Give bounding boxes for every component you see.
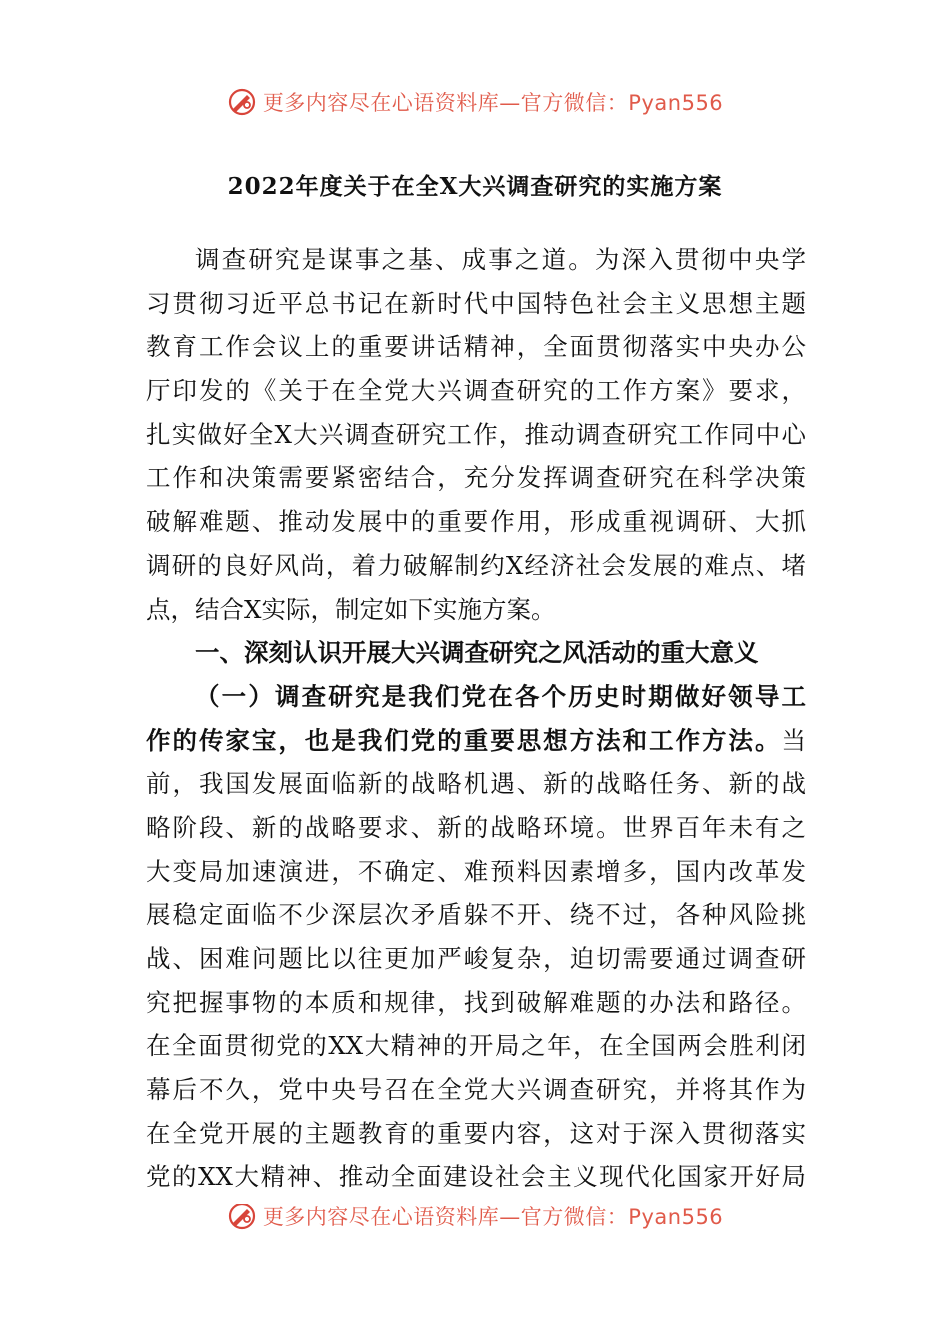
header-watermark-banner [0, 82, 950, 122]
paragraph-line: 在全面贯彻党的XX大精神的开局之年，在全国两会胜利闭 [146, 1031, 806, 1061]
document-title: 2022年度关于在全X大兴调查研究的实施方案 [227, 173, 723, 200]
paragraph-line: 点，结合X实际，制定如下实施方案。 [146, 594, 556, 624]
subsection-heading-line-mixed [146, 719, 806, 763]
pen-seal-icon [227, 1204, 257, 1231]
paragraph-line: 扎实做好全X大兴调查研究工作，推动调查研究工作同中心 [146, 419, 806, 449]
paragraph-line: 党的XX大精神、推动全面建设社会主义现代化国家开好局 [146, 1162, 806, 1192]
paragraph-line: 工作和决策需要紧密结合，充分发挥调查研究在科学决策 [146, 463, 806, 493]
subsection-heading-line: （一）调查研究是我们党在各个历史时期做好领导工 [195, 681, 806, 711]
paragraph-line: 究把握事物的本质和规律，找到破解难题的办法和路径。 [146, 987, 806, 1017]
paragraph-text-start: 当 [781, 725, 806, 755]
paragraph-line: 战、困难问题比以往更加严峻复杂，迫切需要通过调查研 [146, 944, 806, 973]
paragraph-line: 幕后不久，党中央号召在全党大兴调查研究，并将其作为 [146, 1075, 806, 1105]
paragraph-line: 调研的良好风尚，着力破解制约X经济社会发展的难点、堵 [146, 550, 806, 580]
document-body [146, 238, 806, 1199]
paragraph-line: 前，我国发展面临新的战略机遇、新的战略任务、新的战 [146, 769, 806, 799]
footer-watermark-banner [0, 1204, 950, 1240]
pen-seal-icon [227, 87, 257, 117]
paragraph-line: 展稳定面临不少深层次矛盾躲不开、绕不过，各种风险挑 [146, 900, 806, 930]
paragraph-line: 厅印发的《关于在全党大兴调查研究的工作方案》要求， [146, 376, 806, 406]
paragraph-line: 大变局加速演进，不确定、难预料因素增多，国内改革发 [146, 856, 806, 886]
paragraph-line: 教育工作会议上的重要讲话精神，全面贯彻落实中央办公 [146, 332, 806, 362]
paragraph-line: 在全党开展的主题教育的重要内容，这对于深入贯彻落实 [146, 1118, 806, 1148]
watermark-text: 更多内容尽在心语资料库—官方微信：Pyan556 [262, 91, 724, 115]
section-heading: 一、深刻认识开展大兴调查研究之风活动的重大意义 [195, 638, 759, 668]
watermark-text: 更多内容尽在心语资料库—官方微信：Pyan556 [262, 1205, 724, 1229]
paragraph-line: 习贯彻习近平总书记在新时代中国特色社会主义思想主题 [146, 288, 806, 318]
subsection-heading-tail: 作的传家宝，也是我们党的重要思想方法和工作方法。 [146, 725, 782, 755]
paragraph-line: 破解难题、推动发展中的重要作用，形成重视调研、大抓 [146, 507, 806, 537]
paragraph-line: 略阶段、新的战略要求、新的战略环境。世界百年未有之 [146, 812, 806, 842]
paragraph-line: 调查研究是谋事之基、成事之道。为深入贯彻中央学 [195, 245, 806, 274]
